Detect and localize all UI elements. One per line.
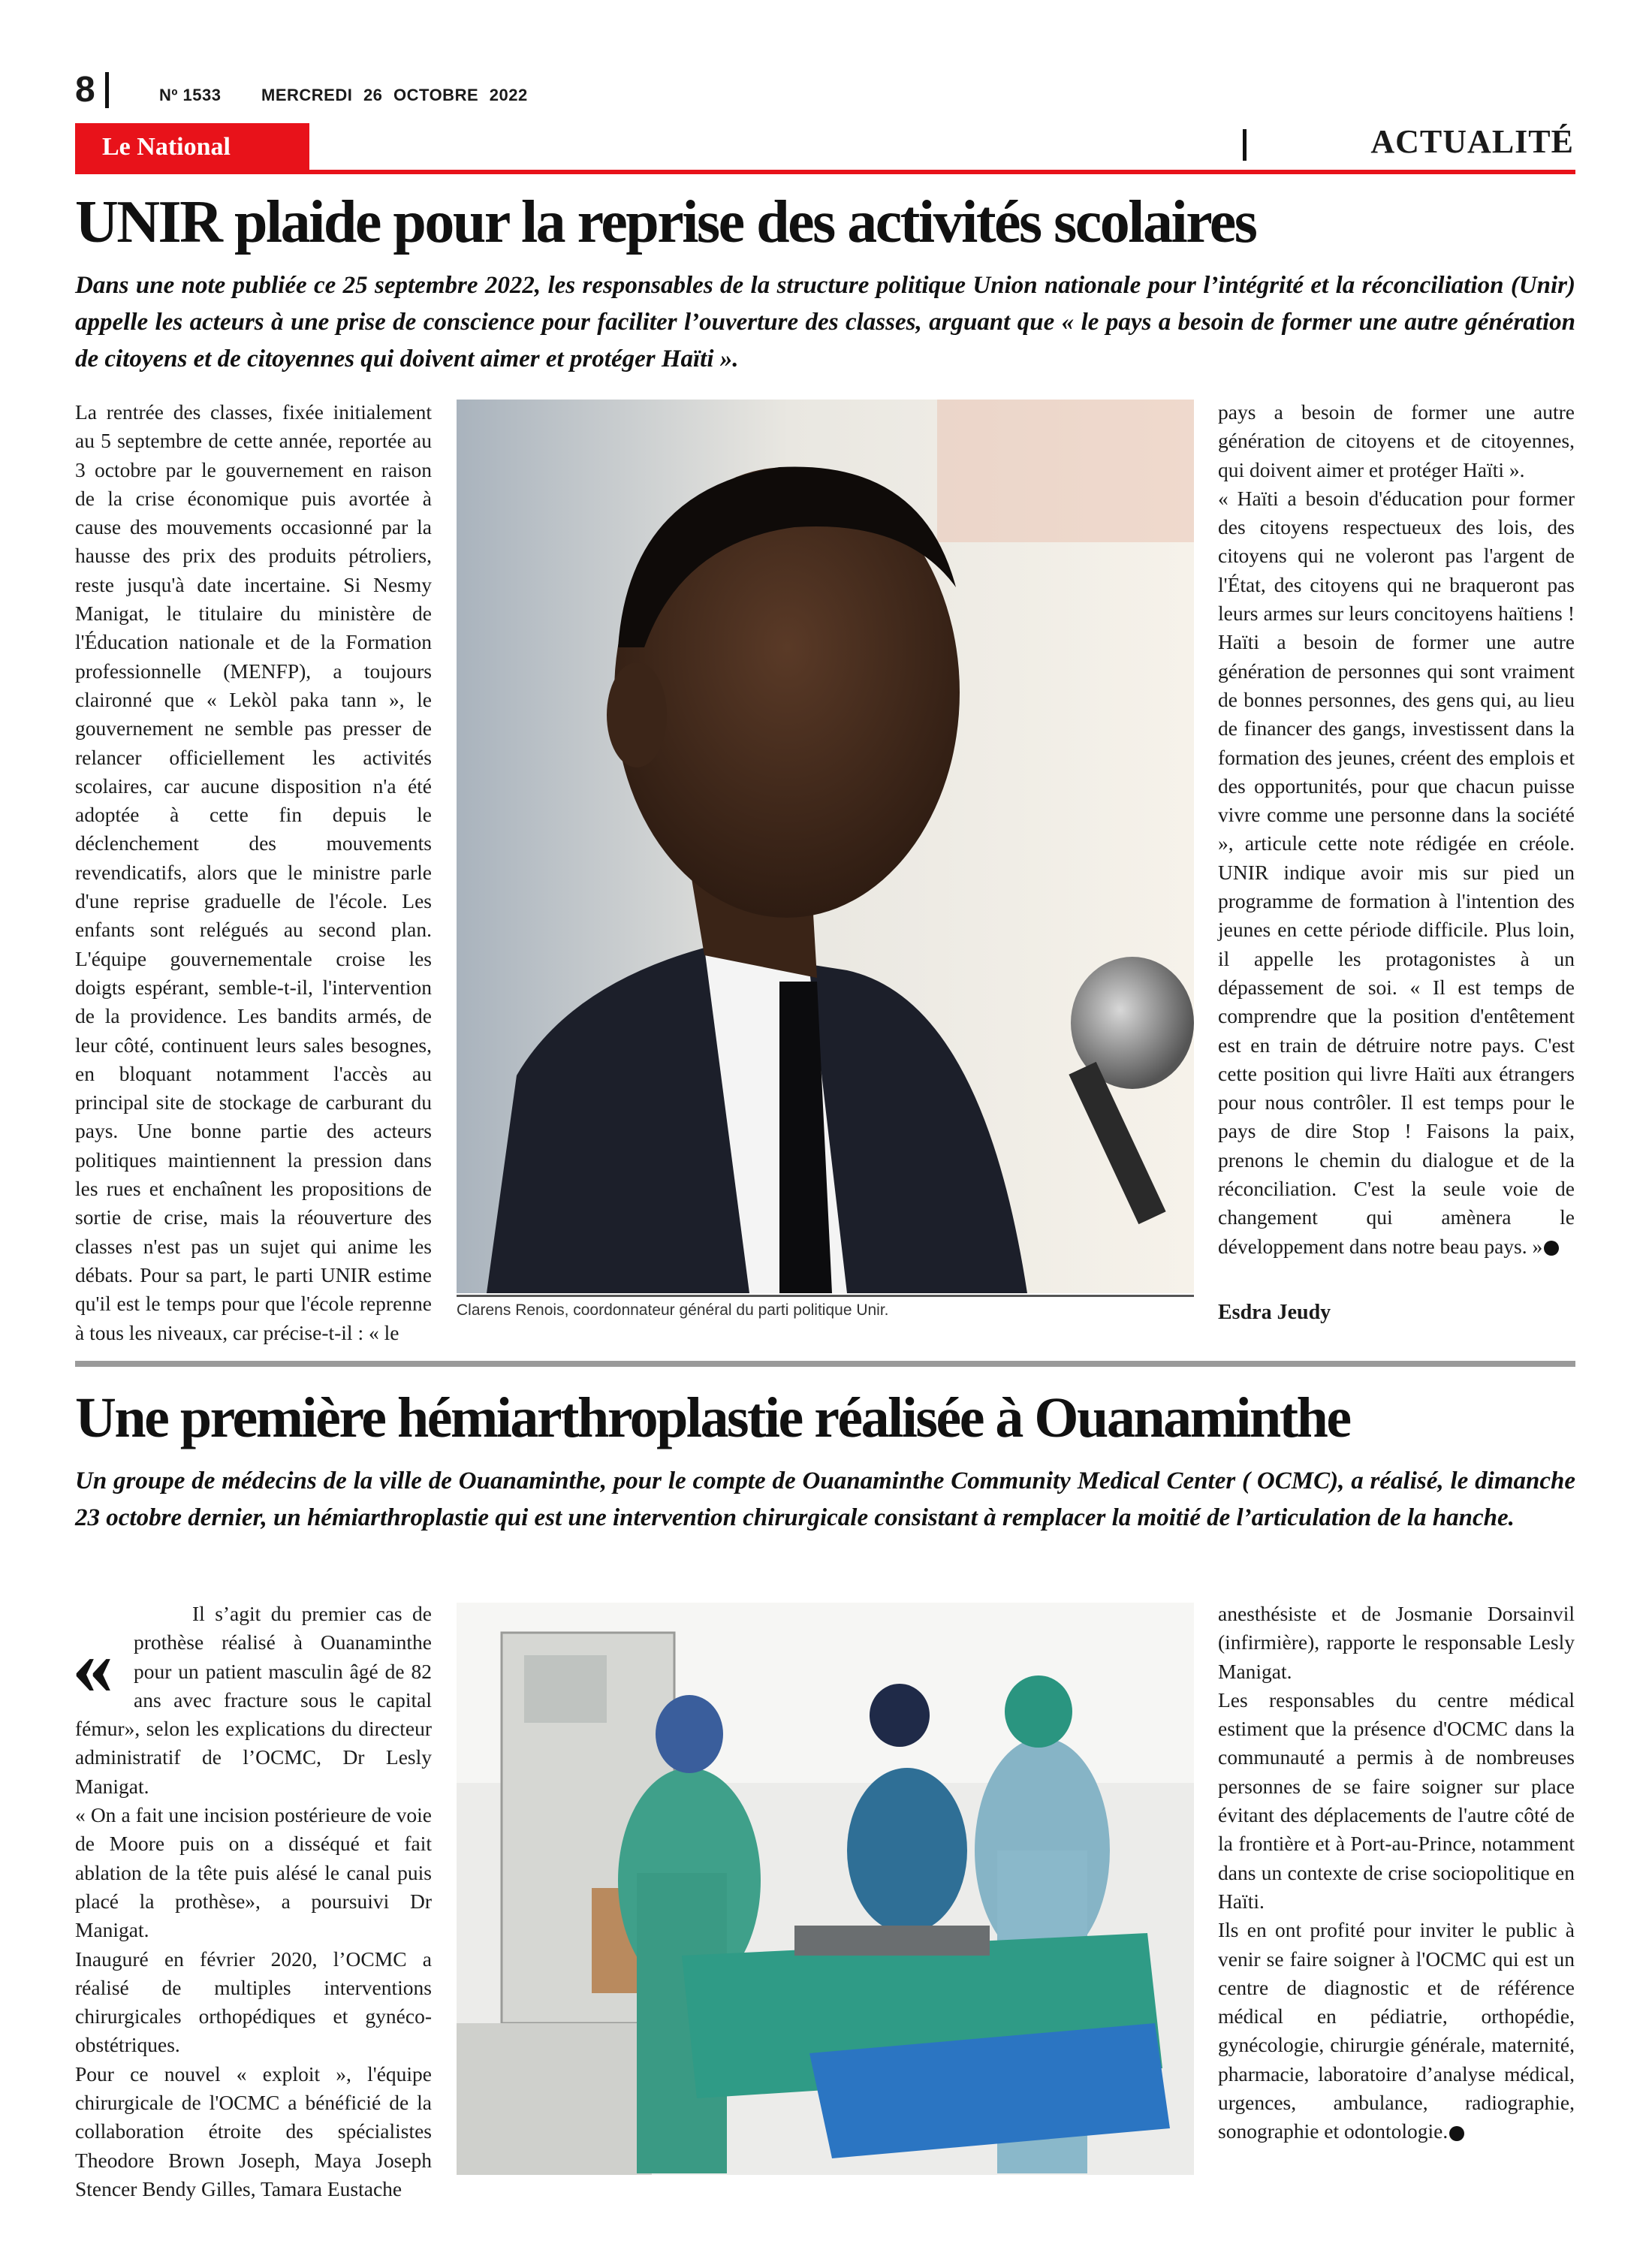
article-1-headline: UNIR plaide pour la reprise des activités scolaires — [75, 189, 1256, 255]
portrait-photo — [457, 400, 1194, 1293]
article-1-deck: Dans une note publiée ce 25 septembre 2022, les responsables de la structure politique Union nationale pour l’intégrité et la réconciliation (Unir) appelle les acteurs à une prise de conscience pour faciliter l’ouverture des classes, arguant que « le pays a besoin de former une autre génération de citoyens et de citoyennes qui doivent aimer et protéger Haïti ». — [75, 272, 1575, 372]
section-label: ACTUALITÉ — [1370, 123, 1574, 160]
article-2-column-3 — [1218, 1600, 1575, 2146]
quote-mark-space — [75, 1600, 134, 1688]
brand-name: Le National — [102, 133, 231, 161]
issue-date: MERCREDI 26 OCTOBRE 2022 — [261, 86, 528, 104]
end-of-article-icon — [1449, 2126, 1464, 2141]
article-1-paragraph — [1218, 484, 1575, 1261]
article-2-paragraph: Les responsables du centre médical estiment que la présence d'OCMC dans la communauté a permis à de nombreuses personnes de se faire soigner sur place évitant des déplacements de l'autre côté de la frontière et à Port-au-Prince, notamment dans un contexte de crise sociopolitique en Haïti. — [1218, 1687, 1575, 1913]
article-2-column-1 — [75, 1600, 432, 2203]
photo-caption: Clarens Renois, coordonnateur général du parti politique Unir. — [457, 1301, 889, 1319]
article-1-column-1 — [75, 398, 432, 1347]
article-2-paragraph: Inauguré en février 2020, l’OCMC a réalisé de multiples interventions chirurgicales orthopédiques et gynéco-obstétriques. — [75, 1947, 432, 2057]
article-2-paragraph: « On a fait une incision postérieure de voie de Moore puis on a disséqué et fait ablation de la tête puis alésé le canal puis placé la prothèse», a poursuivi Dr Manigat. — [75, 1803, 432, 1942]
article-divider — [75, 1361, 1575, 1367]
opening-quote-mark: « — [72, 1620, 113, 1712]
portrait-photo-illustration — [457, 400, 1194, 1293]
article-2-deck: Un groupe de médecins de la ville de Ouanaminthe, pour le compte de Ouanaminthe Community Medical Center ( OCMC), a réalisé, le dimanche 23 octobre dernier, un hémiarthroplastie qui est une intervention chirurgicale consistant à remplacer la moitié de l’articulation de la hanche. — [75, 1467, 1575, 1531]
header-rule — [75, 170, 1575, 174]
article-2-headline: Une première hémiarthroplastie réalisée à Ouanaminthe — [75, 1386, 1350, 1449]
caption-rule — [457, 1295, 1194, 1297]
article-2-paragraph-text: Ils en ont profité pour inviter le public à venir se faire soigner à l'OCMC qui est un centre de diagnostic et de référence médical en pédiatrie, orthopédie, gynécologie, chirurgie générale, maternité, pharmacie, laboratoire d’analyse médical, urgences, ambulance, radiographie, sonographie et odontologie. — [1218, 1918, 1575, 2143]
section-divider-bar — [1243, 129, 1247, 161]
end-of-article-icon — [1544, 1241, 1559, 1256]
article-1-paragraph-text: « Haïti a besoin d'éducation pour former des citoyens respectueux des lois, des citoyens qui ne voleront pas l'argent de l'État, des citoyens qui ne braqueront pas leurs armes sur leurs concitoyens haïtiens ! Haïti a besoin de former une autre génération de personnes qui sont vraiment de bonnes personnes, des gens qui, au lieu de financer des gangs, investissent dans la formation des jeunes, créent des emplois et des opportunités, pour que chacun puisse vivre comme une personne dans la société », articule cette note rédigée en créole. UNIR indique avoir mis sur pied un programme de formation à l'intention des jeunes en cette période difficile. Plus loin, il appelle les protagonistes à un dépassement de soi. « Il est temps de comprendre que la position d'entêtement est en train de détruire notre pays. C'est cette position qui livre Haïti aux étrangers pour nous contrôler. Il est temps pour le pays de dire Stop ! Faisons la paix, prenons le chemin du dialogue et de la réconciliation. C'est la seule voie de changement qui amènera le développement dans notre beau pays. » — [1218, 486, 1575, 1258]
article-2-paragraph — [1218, 1916, 1575, 2146]
article-1-paragraph: La rentrée des classes, fixée initialement au 5 septembre de cette année, reportée au 3 octobre par le gouvernement en raison de la crise économique puis avortée à cause des mouvements occasionné par la hausse des prix des produits pétroliers, reste jusqu'à date incertaine. Si Nesmy Manigat, le titulaire du ministère de l'Éducation nationale et de la Formation professionnelle (MENFP), a toujours claironné que « Lekòl paka tann », le gouvernement ne semble pas presser de relancer officiellement les activités scolaires, car aucune disposition n'a été adoptée à cette fin depuis le déclenchement des mouvements revendicatifs, alors que le ministre parle d'une reprise graduelle de l'école. Les enfants sont relégués au second plan. L'équipe gouvernementale croise les doigts espérant, semble-t-il, l'intervention de la providence. Les bandits armés, de leur côté, continuent leurs sales besognes, en bloquant notamment l'accès au principal site de stockage de carburant du pays. Une bonne partie des acteurs politiques maintiennent la pression dans les rues et enchaînent les propositions de sortie de crise, mais la réouverture des classes n'est pas un sujet qui anime les débats. Pour sa part, le parti UNIR estime qu'il est le temps pour que l'école reprenne à tous les niveaux, car précise-t-il : « le — [75, 400, 432, 1344]
article-2-paragraph: Pour ce nouvel « exploit », l'équipe chirurgicale de l'OCMC a bénéficié de la collaboration étroite des spécialistes Theodore Brown Joseph, Maya Joseph Stencer Bendy Gilles, Tamara Eustache — [75, 2061, 432, 2200]
article-1-byline: Esdra Jeudy — [1218, 1301, 1331, 1324]
article-1-paragraph: pays a besoin de former une autre génération de citoyens et de citoyennes, qui doivent aimer et protéger Haïti ». — [1218, 400, 1575, 481]
article-2-paragraph: anesthésiste et de Josmanie Dorsainvil (infirmière), rapporte le responsable Lesly Manigat. — [1218, 1602, 1575, 1683]
article-1-column-3 — [1218, 398, 1575, 1261]
article-2-paragraph-text: Il s’agit du premier cas de prothèse réalisé à Ouanaminthe pour un patient masculin âgé de 82 ans avec fracture sous le capital fémur», selon les explications du directeur administratif de l’OCMC, Dr Lesly Manigat. — [75, 1602, 432, 1798]
surgery-photo — [457, 1603, 1194, 2175]
surgery-photo-illustration — [457, 1603, 1194, 2175]
page-number-divider — [105, 72, 109, 108]
page-number: 8 — [75, 70, 95, 110]
issue-number: Nº 1533 — [159, 86, 222, 104]
article-2-paragraph — [75, 1600, 432, 1801]
